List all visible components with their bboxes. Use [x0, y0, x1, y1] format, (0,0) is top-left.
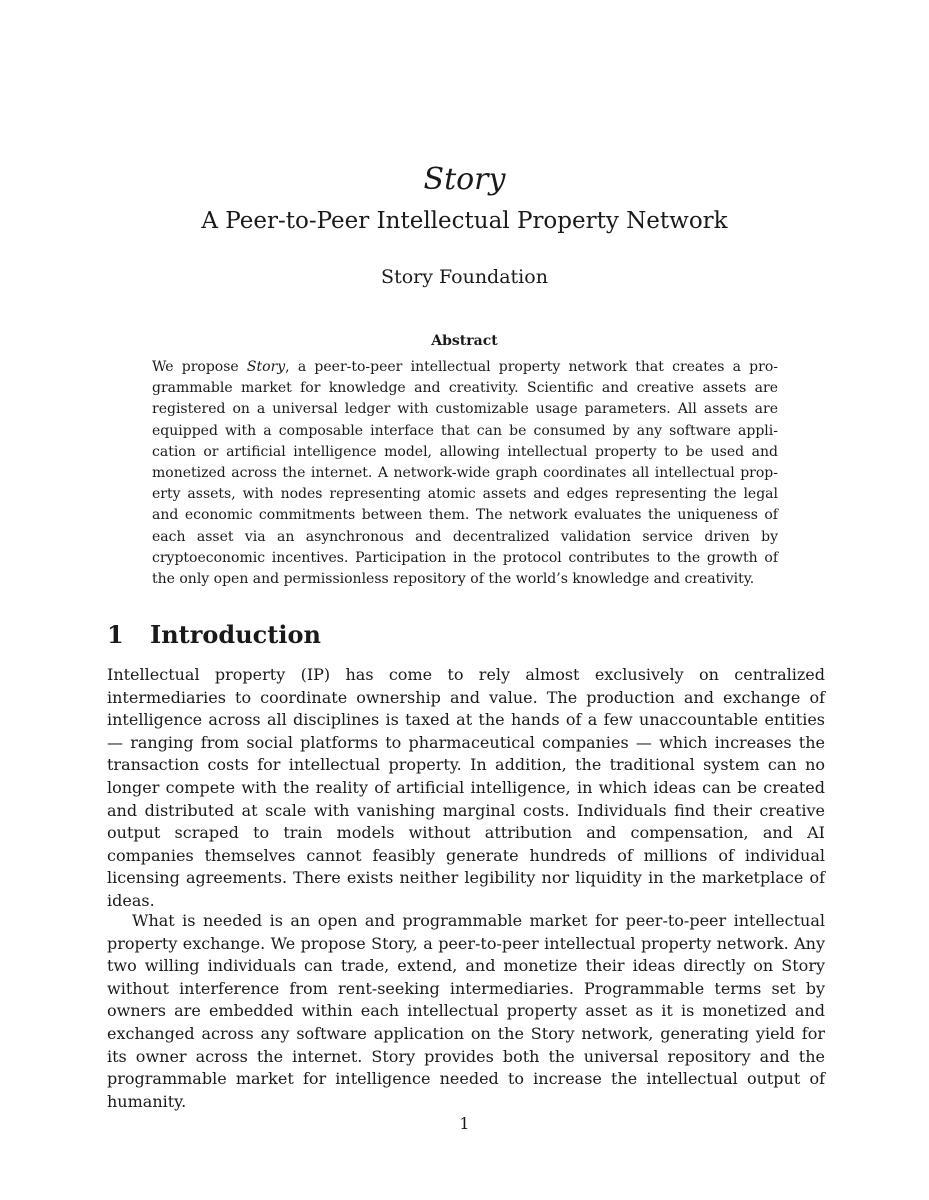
section-number: 1 — [107, 620, 124, 649]
abstract-body — [152, 357, 778, 590]
section-heading — [107, 618, 321, 652]
intro-paragraph-2: What is needed is an open and programmable market for peer-to-peer intellectual property exchange. We propose Story, a peer-to-peer intellectual property network. Any two willing individuals can trade, extend, and monetize their ideas directly on Story without interference from rent-seeking intermediaries. Programmable terms set by owners are embedded within each intellectual property asset as it is monetized and exchanged across any software application on the Story network, generating yield for its owner across the internet. Story provides both the universal repository and the programmable market for intelligence needed to increase the intellectual output of humanity. — [107, 911, 825, 1111]
section-title: Introduction — [150, 620, 321, 649]
abstract-text: , a peer-to-peer intellectual property network that creates a programmable market for knowledge and creativity. Scientific and creative assets are registered on a universal ledger with customizable usage parameters. All assets are equipped with a composable interface that can be consumed by any software application or artificial intelligence model, allowing intellectual property to be used and monetized across the internet. A network-wide graph coordinates all intellectual property assets, with nodes representing atomic assets and edges representing the legal and economic commitments between them. The network evaluates the uniqueness of each asset via an asynchronous and decentralized validation service driven by cryptoeconomic incentives. Participation in the protocol contributes to the growth of the only open and permissionless repository of the world’s knowledge and creativity. — [152, 359, 778, 588]
abstract-intro-emphasis: Story — [246, 359, 286, 375]
abstract-intro: We propose — [152, 359, 247, 375]
intro-paragraph-1: Intellectual property (IP) has come to rely almost exclusively on centralized intermediaries to coordinate ownership and value. The production and exchange of intelligence across all disciplines is taxed at the hands of a few unaccountable entities — ranging from social platforms to pharmaceutical companies — which increases the transaction costs for intellectual property. In addition, the traditional system can no longer compete with the reality of artificial intelligence, in which ideas can be created and distributed at scale with vanishing marginal costs. Individuals find their creative output scraped to train models without attribution and compensation, and AI companies themselves cannot feasibly generate hundreds of millions of individual licensing agreements. There exists neither legibility nor liquidity in the marketplace of ideas. — [107, 665, 825, 910]
paper-author: Story Foundation — [381, 266, 548, 288]
paper-title: Story — [423, 162, 506, 197]
abstract-heading: Abstract — [431, 333, 498, 349]
page-number: 1 — [459, 1114, 470, 1133]
paper-subtitle: A Peer-to-Peer Intellectual Property Network — [201, 208, 728, 234]
